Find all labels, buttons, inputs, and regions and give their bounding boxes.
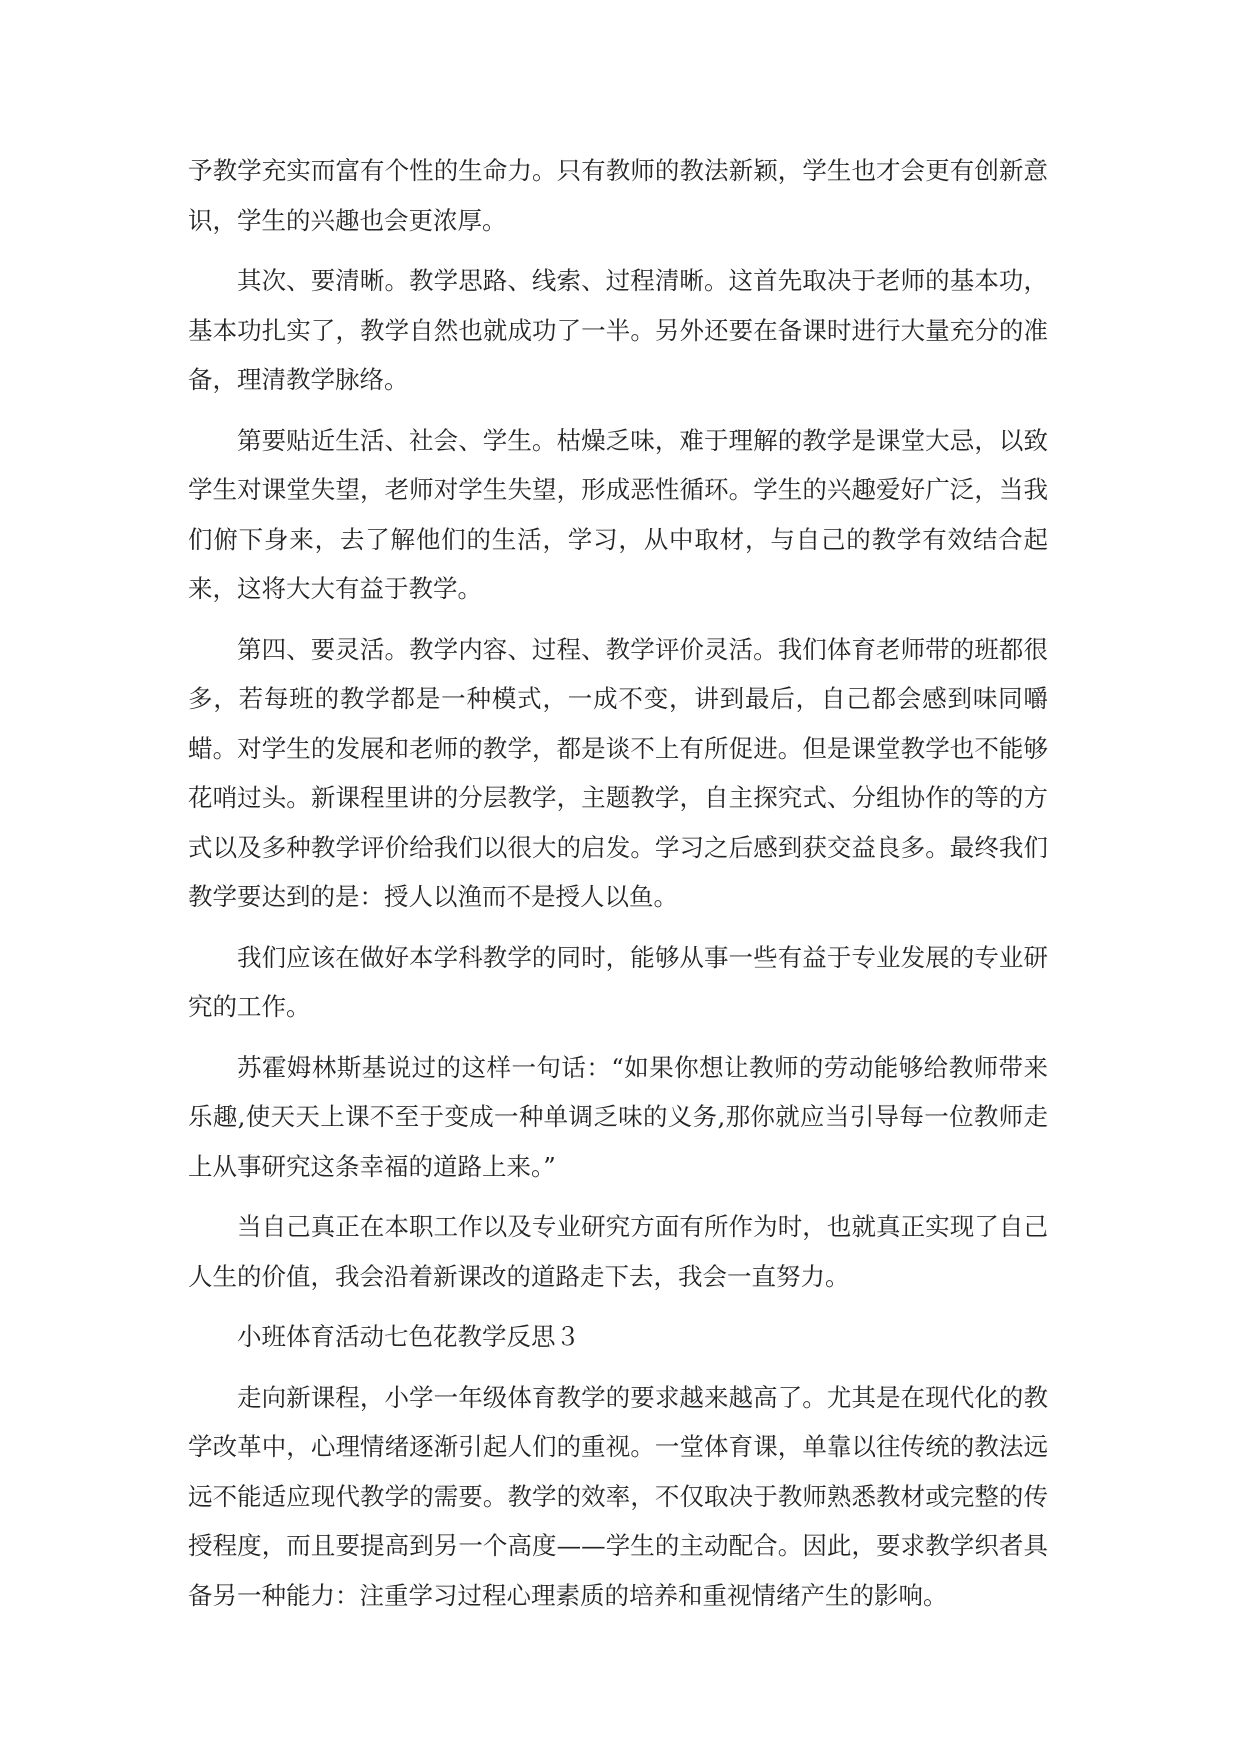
paragraph-clarity: 其次、要清晰。教学思路、线索、过程清晰。这首先取决于老师的基本功，基本功扎实了，教学自然也就成功了一半。另外还要在备课时进行大量充分的准备，理清教学脉络。 <box>188 266 1048 394</box>
paragraph-new-curriculum: 走向新课程，小学一年级体育教学的要求越来越高了。尤其是在现代化的教学改革中，心理情绪逐渐引起人们的重视。一堂体育课，单靠以往传统的教法远远不能适应现代教学的需要。教学的效率，不仅取决于教师熟悉教材或完整的传授程度，而且要提高到另一个高度——学生的主动配合。因此，要求教学织者具备另一种能力：注重学习过程心理素质的培养和重视情绪产生的影响。 <box>188 1382 1048 1610</box>
paragraph-quote: 苏霍姆林斯基说过的这样一句话：“如果你想让教师的劳动能够给教师带来乐趣,使天天上课不至于变成一种单调乏味的义务,那你就应当引导每一位教师走上从事研究这条幸福的道路上来。” <box>188 1052 1048 1181</box>
section-heading: 小班体育活动七色花教学反思３ <box>237 1322 580 1351</box>
paragraph-research: 我们应该在做好本学科教学的同时，能够从事一些有益于专业发展的专业研究的工作。 <box>188 942 1048 1021</box>
document-page <box>188 146 1048 1631</box>
paragraph-continuation: 予教学充实而富有个性的生命力。只有教师的教法新颖，学生也才会更有创新意识，学生的兴趣也会更浓厚。 <box>188 156 1048 235</box>
paragraph-flexibility: 第四、要灵活。教学内容、过程、教学评价灵活。我们体育老师带的班都很多，若每班的教学都是一种模式，一成不变，讲到最后，自己都会感到味同嚼蜡。对学生的发展和老师的教学，都是谈不上有所促进。但是课堂教学也不能够花哨过头。新课程里讲的分层教学，主题教学，自主探究式、分组协作的等的方式以及多种教学评价给我们以很大的启发。学习之后感到获交益良多。最终我们教学要达到的是：授人以渔而不是授人以鱼。 <box>188 634 1048 911</box>
paragraph-relevance: 第要贴近生活、社会、学生。枯燥乏味，难于理解的教学是课堂大忌，以致学生对课堂失望，老师对学生失望，形成恶性循环。学生的兴趣爱好广泛，当我们俯下身来，去了解他们的生活，学习，从中取材，与自己的教学有效结合起来，这将大大有益于教学。 <box>188 425 1048 603</box>
paragraph-conclusion: 当自己真正在本职工作以及专业研究方面有所作为时，也就真正实现了自己人生的价值，我会沿着新课改的道路走下去，我会一直努力。 <box>188 1212 1048 1291</box>
